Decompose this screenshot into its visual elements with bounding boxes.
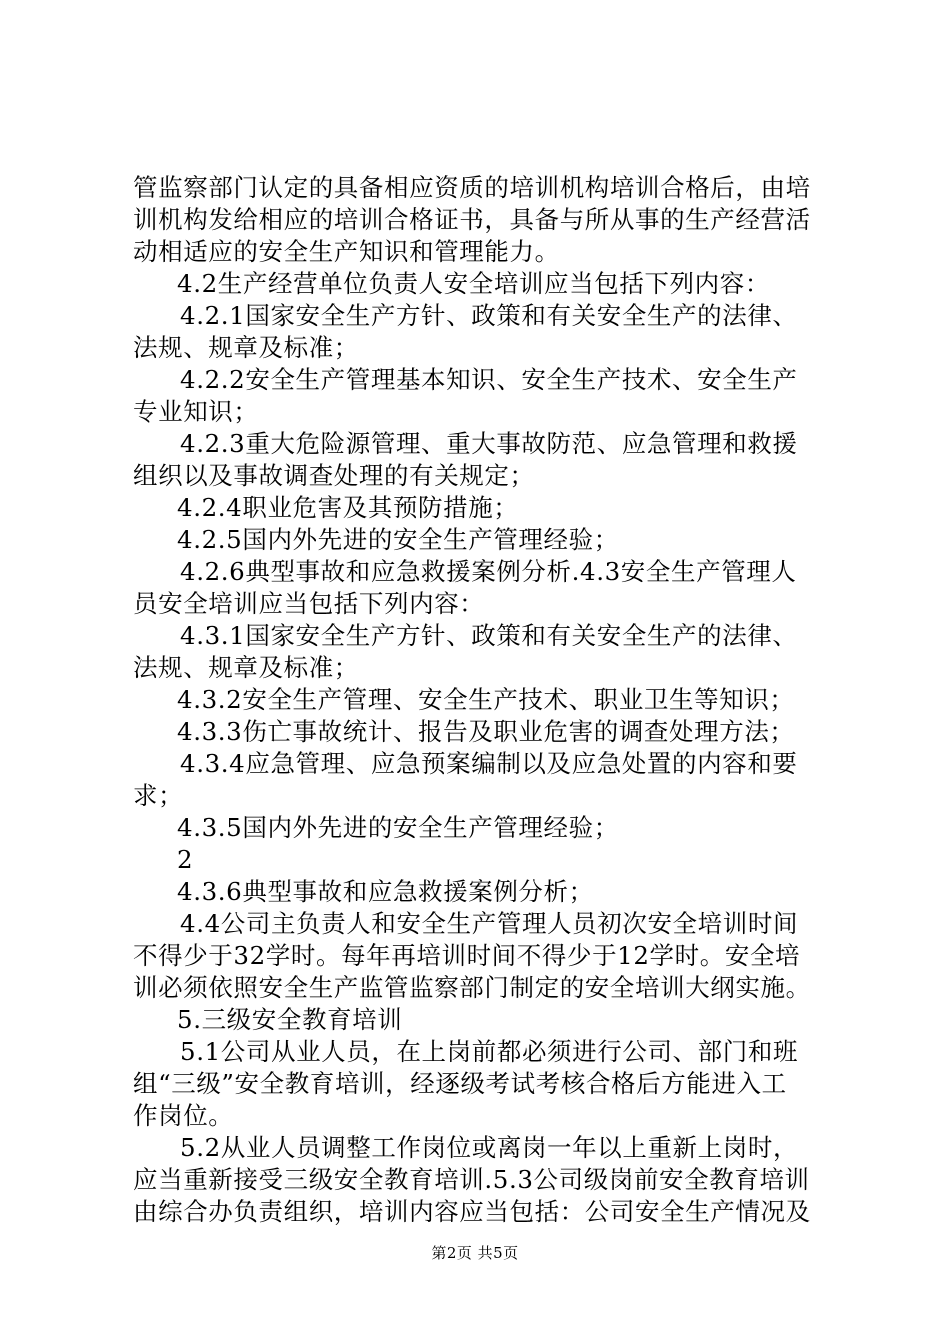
- text-line: 4.2.2安全生产管理基本知识、安全生产技术、安全生产: [180, 365, 798, 394]
- text-line: 动相适应的安全生产知识和管理能力。: [133, 237, 560, 266]
- text-line: 由综合办负责组织，培训内容应当包括：公司安全生产情况及: [133, 1197, 811, 1226]
- text-line: 5.1公司从业人员，在上岗前都必须进行公司、部门和班: [180, 1037, 799, 1066]
- text-line: 4.3.1国家安全生产方针、政策和有关安全生产的法律、: [180, 621, 798, 650]
- text-line: 4.2.5国内外先进的安全生产管理经验；: [177, 525, 619, 554]
- text-line: 员安全培训应当包括下列内容：: [133, 589, 485, 618]
- text-line: 法规、规章及标准；: [133, 333, 359, 362]
- text-line: 4.3.3伤亡事故统计、报告及职业危害的调查处理方法；: [177, 717, 795, 746]
- text-line: 4.3.2安全生产管理、安全生产技术、职业卫生等知识；: [177, 685, 795, 714]
- text-line: 4.2生产经营单位负责人安全培训应当包括下列内容：: [177, 269, 770, 298]
- text-line: 作岗位。: [133, 1101, 234, 1130]
- text-line: 法规、规章及标准；: [133, 653, 359, 682]
- text-line: 管监察部门认定的具备相应资质的培训机构培训合格后，由培: [133, 173, 811, 202]
- text-line: 组“三级”安全教育培训，经逐级考试考核合格后方能进入工: [133, 1069, 787, 1098]
- text-line: 4.2.6典型事故和应急救援案例分析.4.3安全生产管理人: [180, 557, 797, 586]
- text-line: 4.3.4应急管理、应急预案编制以及应急处置的内容和要: [180, 749, 798, 778]
- text-line: 4.3.5国内外先进的安全生产管理经验；: [177, 813, 619, 842]
- section-heading: 5.三级安全教育培训: [177, 1005, 403, 1034]
- text-line: 专业知识；: [133, 397, 259, 426]
- text-line: 5.2从业人员调整工作岗位或离岗一年以上重新上岗时，: [180, 1133, 799, 1162]
- text-line: 不得少于32学时。每年再培训时间不得少于12学时。安全培: [133, 941, 801, 970]
- page-number-inline: 2: [177, 845, 194, 874]
- text-line: 训必须依照安全生产监管监察部门制定的安全培训大纲实施。: [133, 973, 811, 1002]
- text-line: 4.2.3重大危险源管理、重大事故防范、应急管理和救援: [180, 429, 798, 458]
- text-line: 4.2.1国家安全生产方针、政策和有关安全生产的法律、: [180, 301, 798, 330]
- text-line: 训机构发给相应的培训合格证书，具备与所从事的生产经营活: [133, 205, 811, 234]
- text-line: 4.2.4职业危害及其预防措施；: [177, 493, 519, 522]
- text-line: 求；: [133, 781, 184, 810]
- text-line: 应当重新接受三级安全教育培训.5.3公司级岗前安全教育培训: [133, 1165, 810, 1194]
- text-line: 组织以及事故调查处理的有关规定；: [133, 461, 535, 490]
- text-line: 4.3.6典型事故和应急救援案例分析；: [177, 877, 594, 906]
- page-footer: 第2页 共5页: [431, 1244, 519, 1262]
- text-line: 4.4公司主负责人和安全生产管理人员初次安全培训时间: [180, 909, 799, 938]
